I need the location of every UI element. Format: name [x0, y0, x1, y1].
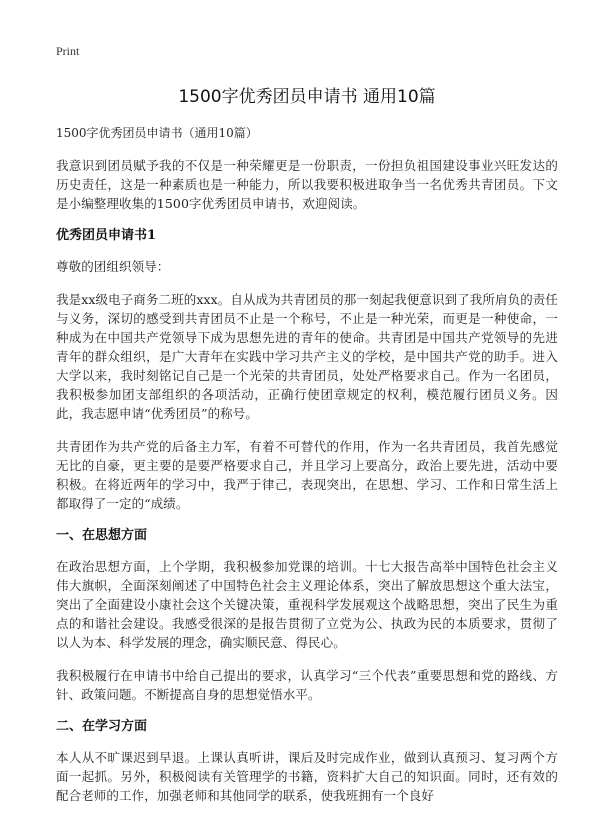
- section-heading-1: 优秀团员申请书1: [56, 228, 157, 243]
- print-label: Print: [56, 44, 80, 58]
- body-paragraph-1: 我是xx级电子商务二班的xxx。自从成为共青团员的那一刻起我便意识到了我所肩负的责任与义务，深切的感受到共青团员不止是一个称号，不止是一种光荣，而更是一种使命，一种成为在中国共产党领导下成为思想先进的青年的使命。共青团是中国共产党领导的先进青年的群众组织，是广大青年在实践中学习共产主义的学校，是中国共产党的助手。进入大学以来，我时刻铭记自己是一个光荣的共青团员，处处严格要求自己。作为一名团员，我积极参加团支部组织的各项活动，正确行使团章规定的权利，模范履行团员义务。因此，我志愿申请“优秀团员”的称号。: [56, 292, 558, 421]
- page-title: 1500字优秀团员申请书 通用10篇: [178, 87, 436, 107]
- salutation: 尊敬的团组织领导：: [56, 259, 170, 274]
- document-subtitle: 1500字优秀团员申请书（通用10篇）: [56, 126, 258, 140]
- body-paragraph-4: 我积极履行在申请书中给自己提出的要求，认真学习“三个代表”重要思想和党的路线、方针、政策问题。不断提高自身的思想觉悟水平。: [56, 668, 558, 702]
- body-paragraph-5: 本人从不旷课迟到早退。上课认真听讲，课后及时完成作业，做到认真预习、复习两个方面一起抓。另外，积极阅读有关管理学的书籍，资料扩大自己的知识面。同时，还有效的配合老师的工作，加强老师和其他同学的联系，使我班拥有一个良好: [56, 750, 558, 803]
- section-heading-thought: 一、在思想方面: [56, 528, 148, 543]
- body-paragraph-2: 共青团作为共产党的后备主力军，有着不可替代的作用，作为一名共青团员，我首先感觉无比的自豪，更主要的是要严格要求自己，并且学习上要高分，政治上要先进，活动中要积极。在将近两年的学习中，我严于律己，表现突出，在思想、学习、工作和日常生活上都取得了一定的“成绩。: [56, 439, 558, 511]
- section-heading-study: 二、在学习方面: [56, 719, 148, 734]
- intro-paragraph: 我意识到团员赋予我的不仅是一种荣耀更是一份职责，一份担负祖国建设事业兴旺发达的历史责任，这是一种素质也是一种能力，所以我要积极进取争当一名优秀共青团员。下文是小编整理收集的1500字优秀团员申请书，欢迎阅读。: [56, 158, 558, 211]
- body-paragraph-3: 在政治思想方面，上个学期，我积极参加党课的培训。十七大报告高举中国特色社会主义伟大旗帜，全面深刻阐述了中国特色社会主义理论体系，突出了解放思想这个重大法宝，突出了全面建设小康社会这个关键决策，重视科学发展观这个战略思想，突出了民生为重点的和谐社会建设。我感受很深的是报告贯彻了立党为公、执政为民的本质要求，贯彻了以人为本、科学发展的理念，确实顺民意、得民心。: [56, 559, 558, 650]
